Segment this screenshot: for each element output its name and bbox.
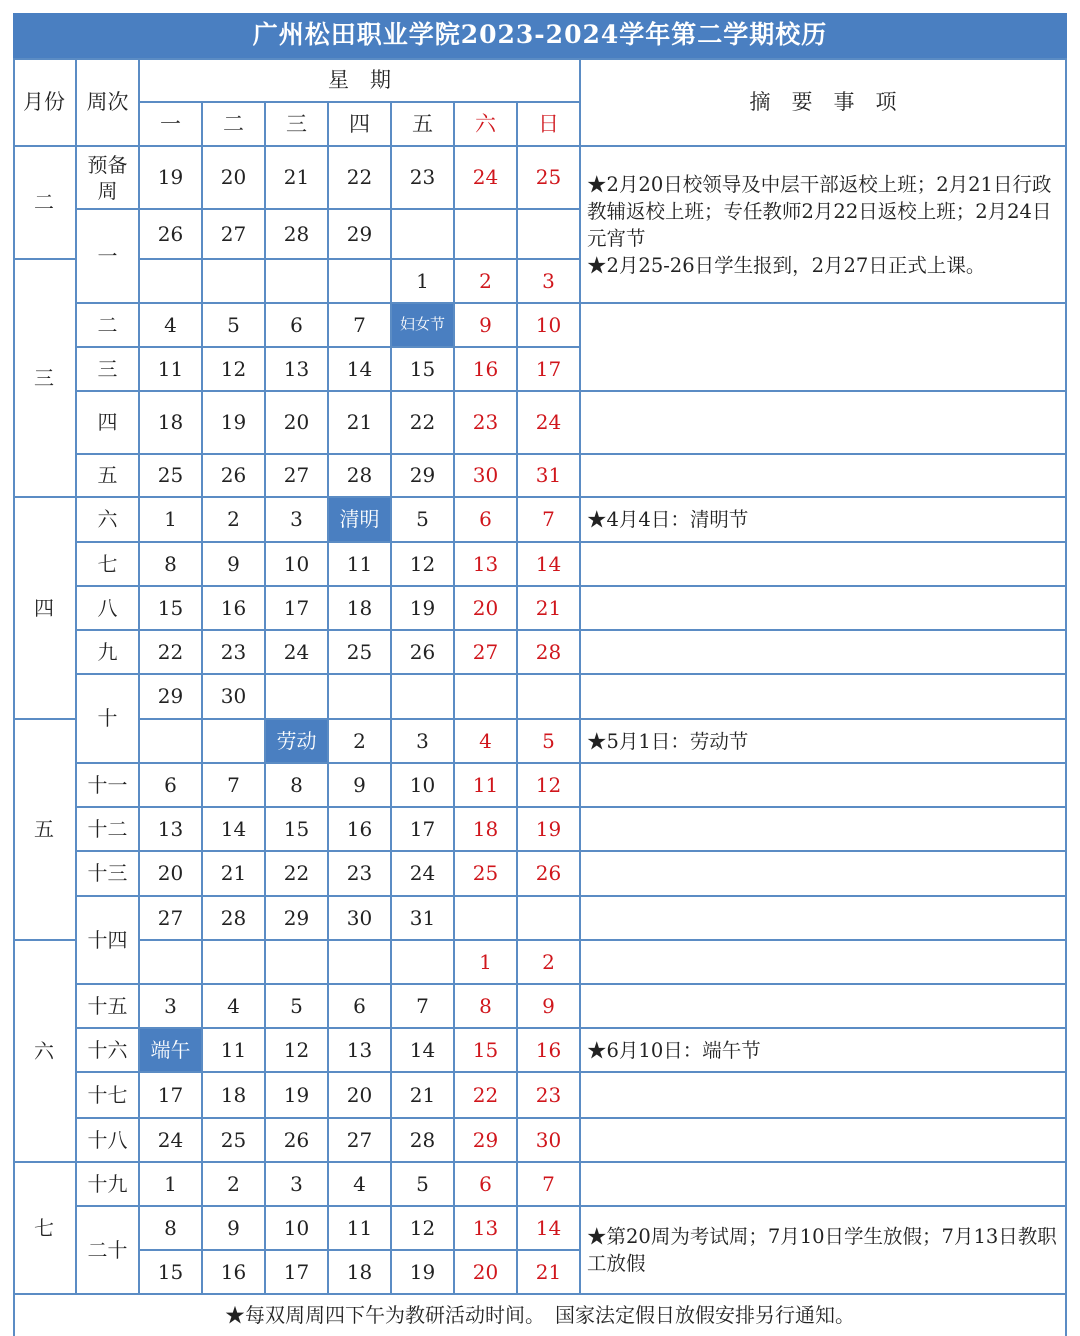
week-cell: 三 [77, 348, 140, 392]
day-cell: 28 [266, 210, 329, 260]
day-cell: 11 [329, 1207, 392, 1251]
day-cell: 22 [455, 1073, 518, 1119]
day-cell: 1 [455, 941, 518, 985]
day-cell [329, 941, 392, 985]
day-cell: 15 [392, 348, 455, 392]
weekday-2: 二 [203, 103, 266, 147]
day-cell: 2 [518, 941, 581, 985]
month-cell: 四 [13, 498, 77, 720]
calendar-title: 广州松田职业学院2023-2024学年第二学期校历 [13, 13, 1067, 60]
day-cell: 18 [329, 1251, 392, 1295]
day-cell: 11 [329, 543, 392, 587]
day-cell: 18 [203, 1073, 266, 1119]
month-cell: 五 [13, 720, 77, 941]
day-cell [455, 897, 518, 941]
week-cell: 九 [77, 631, 140, 675]
day-cell: 20 [455, 1251, 518, 1295]
day-cell: 14 [518, 543, 581, 587]
day-cell: 29 [392, 455, 455, 498]
note-exam: ★第20周为考试周；7月10日学生放假；7月13日教职工放假 [581, 1207, 1067, 1295]
month-cell: 七 [13, 1163, 77, 1295]
day-cell: 31 [392, 897, 455, 941]
day-cell: 妇女节 [392, 304, 455, 348]
day-cell: 21 [203, 852, 266, 897]
day-cell: 9 [455, 304, 518, 348]
note-labor: ★5月1日：劳动节 [581, 720, 1067, 764]
day-cell: 16 [203, 1251, 266, 1295]
day-cell [518, 210, 581, 260]
day-cell: 20 [455, 587, 518, 631]
day-cell [266, 675, 329, 720]
day-cell [392, 941, 455, 985]
day-cell: 2 [203, 1163, 266, 1207]
day-cell: 端午 [140, 1029, 203, 1073]
day-cell: 清明 [329, 498, 392, 543]
note-feb-mar: ★2月20日校领导及中层干部返校上班；2月21日行政教辅返校上班；专任教师2月22日返校上班；2月24日元宵节 ★2月25-26日学生报到，2月27日正式上课。 [581, 147, 1067, 304]
day-cell: 7 [203, 764, 266, 808]
week-cell: 预备周 [77, 147, 140, 210]
day-cell: 29 [266, 897, 329, 941]
week-cell: 十 [77, 675, 140, 764]
day-cell: 劳动 [266, 720, 329, 764]
day-cell: 12 [266, 1029, 329, 1073]
day-cell: 6 [266, 304, 329, 348]
note-empty-row [581, 631, 1067, 675]
day-cell: 29 [140, 675, 203, 720]
day-cell: 20 [266, 392, 329, 455]
day-cell: 23 [518, 1073, 581, 1119]
day-cell: 2 [203, 498, 266, 543]
day-cell: 19 [392, 1251, 455, 1295]
note-empty-row [581, 348, 1067, 392]
month-header: 月份 [13, 60, 77, 147]
note-empty-row [581, 941, 1067, 985]
day-cell [266, 260, 329, 304]
day-cell: 17 [266, 1251, 329, 1295]
day-cell: 2 [455, 260, 518, 304]
day-cell: 5 [518, 720, 581, 764]
day-cell: 8 [140, 1207, 203, 1251]
day-cell: 21 [392, 1073, 455, 1119]
note-empty-row [581, 1163, 1067, 1207]
day-cell: 30 [203, 675, 266, 720]
day-cell [140, 260, 203, 304]
day-cell [266, 941, 329, 985]
day-cell: 6 [329, 985, 392, 1029]
day-cell: 5 [392, 1163, 455, 1207]
day-cell: 7 [518, 498, 581, 543]
day-cell: 4 [203, 985, 266, 1029]
day-cell: 22 [329, 147, 392, 210]
day-cell: 3 [392, 720, 455, 764]
note-empty-row [581, 675, 1067, 720]
note-empty-row [581, 764, 1067, 808]
footer-note: ★每双周周四下午为教研活动时间。 国家法定假日放假安排另行通知。 [225, 1303, 855, 1327]
day-cell: 1 [392, 260, 455, 304]
day-cell: 15 [140, 1251, 203, 1295]
day-cell: 15 [140, 587, 203, 631]
day-cell: 3 [266, 1163, 329, 1207]
day-cell: 13 [329, 1029, 392, 1073]
day-cell: 25 [329, 631, 392, 675]
day-cell: 20 [140, 852, 203, 897]
day-cell: 30 [518, 1119, 581, 1163]
day-cell: 27 [455, 631, 518, 675]
day-cell: 18 [455, 808, 518, 852]
month-cell: 二 [13, 147, 77, 260]
summary-header: 摘 要 事 项 [581, 60, 1067, 147]
day-cell: 1 [140, 1163, 203, 1207]
day-cell: 29 [329, 210, 392, 260]
day-cell: 20 [329, 1073, 392, 1119]
day-cell: 28 [518, 631, 581, 675]
week-cell: 十三 [77, 852, 140, 897]
day-cell: 24 [392, 852, 455, 897]
day-cell: 25 [455, 852, 518, 897]
weekday-6: 六 [455, 103, 518, 147]
day-cell: 5 [392, 498, 455, 543]
day-cell: 27 [203, 210, 266, 260]
day-cell: 12 [392, 543, 455, 587]
note-empty-row [581, 455, 1067, 498]
note-empty-row [581, 1119, 1067, 1163]
day-cell: 3 [266, 498, 329, 543]
day-cell: 4 [140, 304, 203, 348]
day-cell: 26 [266, 1119, 329, 1163]
day-cell: 14 [203, 808, 266, 852]
day-cell: 23 [392, 147, 455, 210]
day-cell: 11 [140, 348, 203, 392]
day-cell: 22 [140, 631, 203, 675]
day-cell: 10 [266, 1207, 329, 1251]
day-cell: 6 [140, 764, 203, 808]
day-cell [203, 260, 266, 304]
day-cell [140, 941, 203, 985]
day-cell: 12 [518, 764, 581, 808]
day-cell: 24 [140, 1119, 203, 1163]
day-cell: 27 [140, 897, 203, 941]
day-cell: 28 [392, 1119, 455, 1163]
day-cell: 27 [266, 455, 329, 498]
day-cell: 19 [392, 587, 455, 631]
day-cell: 28 [203, 897, 266, 941]
day-cell [140, 720, 203, 764]
day-cell: 24 [455, 147, 518, 210]
day-cell [392, 210, 455, 260]
week-cell: 十八 [77, 1119, 140, 1163]
day-cell: 6 [455, 498, 518, 543]
day-cell: 16 [518, 1029, 581, 1073]
day-cell: 26 [518, 852, 581, 897]
day-cell: 6 [455, 1163, 518, 1207]
weekday-4: 四 [329, 103, 392, 147]
day-cell: 26 [140, 210, 203, 260]
note-duanwu: ★6月10日：端午节 [581, 1029, 1067, 1073]
day-cell: 17 [266, 587, 329, 631]
day-cell: 14 [329, 348, 392, 392]
week-cell: 十一 [77, 764, 140, 808]
note-empty-row [581, 1073, 1067, 1119]
day-cell [203, 941, 266, 985]
month-cell: 六 [13, 941, 77, 1163]
week-cell: 二 [77, 304, 140, 348]
week-cell: 二十 [77, 1207, 140, 1295]
day-cell: 16 [329, 808, 392, 852]
day-cell: 8 [266, 764, 329, 808]
weekday-5: 五 [392, 103, 455, 147]
day-cell: 21 [518, 587, 581, 631]
note-empty-row [581, 587, 1067, 631]
day-cell: 1 [140, 498, 203, 543]
day-cell: 13 [140, 808, 203, 852]
day-cell: 17 [140, 1073, 203, 1119]
day-cell: 8 [455, 985, 518, 1029]
day-cell: 19 [140, 147, 203, 210]
week-cell: 十五 [77, 985, 140, 1029]
day-cell: 29 [455, 1119, 518, 1163]
day-cell: 25 [203, 1119, 266, 1163]
day-cell: 7 [518, 1163, 581, 1207]
day-cell: 14 [392, 1029, 455, 1073]
day-cell: 13 [266, 348, 329, 392]
day-cell: 30 [329, 897, 392, 941]
day-cell: 15 [455, 1029, 518, 1073]
day-cell: 30 [455, 455, 518, 498]
week-cell: 十四 [77, 897, 140, 985]
note-empty-row [581, 808, 1067, 852]
day-cell: 5 [203, 304, 266, 348]
day-cell: 16 [203, 587, 266, 631]
day-cell [455, 675, 518, 720]
day-cell: 13 [455, 543, 518, 587]
day-cell: 31 [518, 455, 581, 498]
week-cell: 八 [77, 587, 140, 631]
day-cell: 5 [266, 985, 329, 1029]
day-cell: 3 [518, 260, 581, 304]
day-cell: 17 [518, 348, 581, 392]
week-cell: 十六 [77, 1029, 140, 1073]
day-cell: 4 [455, 720, 518, 764]
note-empty-row [581, 852, 1067, 897]
day-cell: 27 [329, 1119, 392, 1163]
week-cell: 十二 [77, 808, 140, 852]
day-cell: 23 [203, 631, 266, 675]
day-cell [455, 210, 518, 260]
day-cell [518, 897, 581, 941]
day-cell: 22 [392, 392, 455, 455]
weekday-3: 三 [266, 103, 329, 147]
day-cell [203, 720, 266, 764]
week-cell: 一 [77, 210, 140, 304]
day-cell: 21 [518, 1251, 581, 1295]
day-cell: 23 [329, 852, 392, 897]
weekday-header: 星 期 [140, 60, 581, 103]
note-empty-row [581, 897, 1067, 941]
day-cell: 7 [329, 304, 392, 348]
month-cell: 三 [13, 260, 77, 498]
day-cell: 9 [203, 1207, 266, 1251]
week-cell: 十七 [77, 1073, 140, 1119]
day-cell: 19 [203, 392, 266, 455]
day-cell: 10 [266, 543, 329, 587]
day-cell: 12 [392, 1207, 455, 1251]
day-cell: 26 [392, 631, 455, 675]
day-cell: 3 [140, 985, 203, 1029]
day-cell: 11 [203, 1029, 266, 1073]
weekday-1: 一 [140, 103, 203, 147]
day-cell: 11 [455, 764, 518, 808]
week-cell: 四 [77, 392, 140, 455]
day-cell: 4 [329, 1163, 392, 1207]
weekday-7: 日 [518, 103, 581, 147]
day-cell: 12 [203, 348, 266, 392]
day-cell [329, 675, 392, 720]
day-cell: 10 [518, 304, 581, 348]
week-cell: 五 [77, 455, 140, 498]
day-cell: 19 [518, 808, 581, 852]
note-empty-row [581, 985, 1067, 1029]
day-cell: 8 [140, 543, 203, 587]
day-cell: 19 [266, 1073, 329, 1119]
day-cell: 20 [203, 147, 266, 210]
day-cell: 14 [518, 1207, 581, 1251]
day-cell: 2 [329, 720, 392, 764]
day-cell: 24 [266, 631, 329, 675]
day-cell: 18 [329, 587, 392, 631]
day-cell: 28 [329, 455, 392, 498]
day-cell [518, 675, 581, 720]
day-cell: 13 [455, 1207, 518, 1251]
note-qingming: ★4月4日：清明节 [581, 498, 1067, 543]
day-cell: 17 [392, 808, 455, 852]
day-cell: 21 [329, 392, 392, 455]
day-cell: 9 [203, 543, 266, 587]
note-empty-row [581, 392, 1067, 455]
day-cell [392, 675, 455, 720]
note-empty-row [581, 543, 1067, 587]
day-cell: 25 [140, 455, 203, 498]
day-cell: 26 [203, 455, 266, 498]
day-cell [329, 260, 392, 304]
week-header: 周次 [77, 60, 140, 147]
day-cell: 16 [455, 348, 518, 392]
week-cell: 七 [77, 543, 140, 587]
day-cell: 22 [266, 852, 329, 897]
day-cell: 10 [392, 764, 455, 808]
day-cell: 15 [266, 808, 329, 852]
day-cell: 23 [455, 392, 518, 455]
day-cell: 18 [140, 392, 203, 455]
week-cell: 十九 [77, 1163, 140, 1207]
day-cell: 9 [329, 764, 392, 808]
day-cell: 21 [266, 147, 329, 210]
day-cell: 9 [518, 985, 581, 1029]
day-cell: 25 [518, 147, 581, 210]
week-cell: 六 [77, 498, 140, 543]
day-cell: 7 [392, 985, 455, 1029]
day-cell: 24 [518, 392, 581, 455]
